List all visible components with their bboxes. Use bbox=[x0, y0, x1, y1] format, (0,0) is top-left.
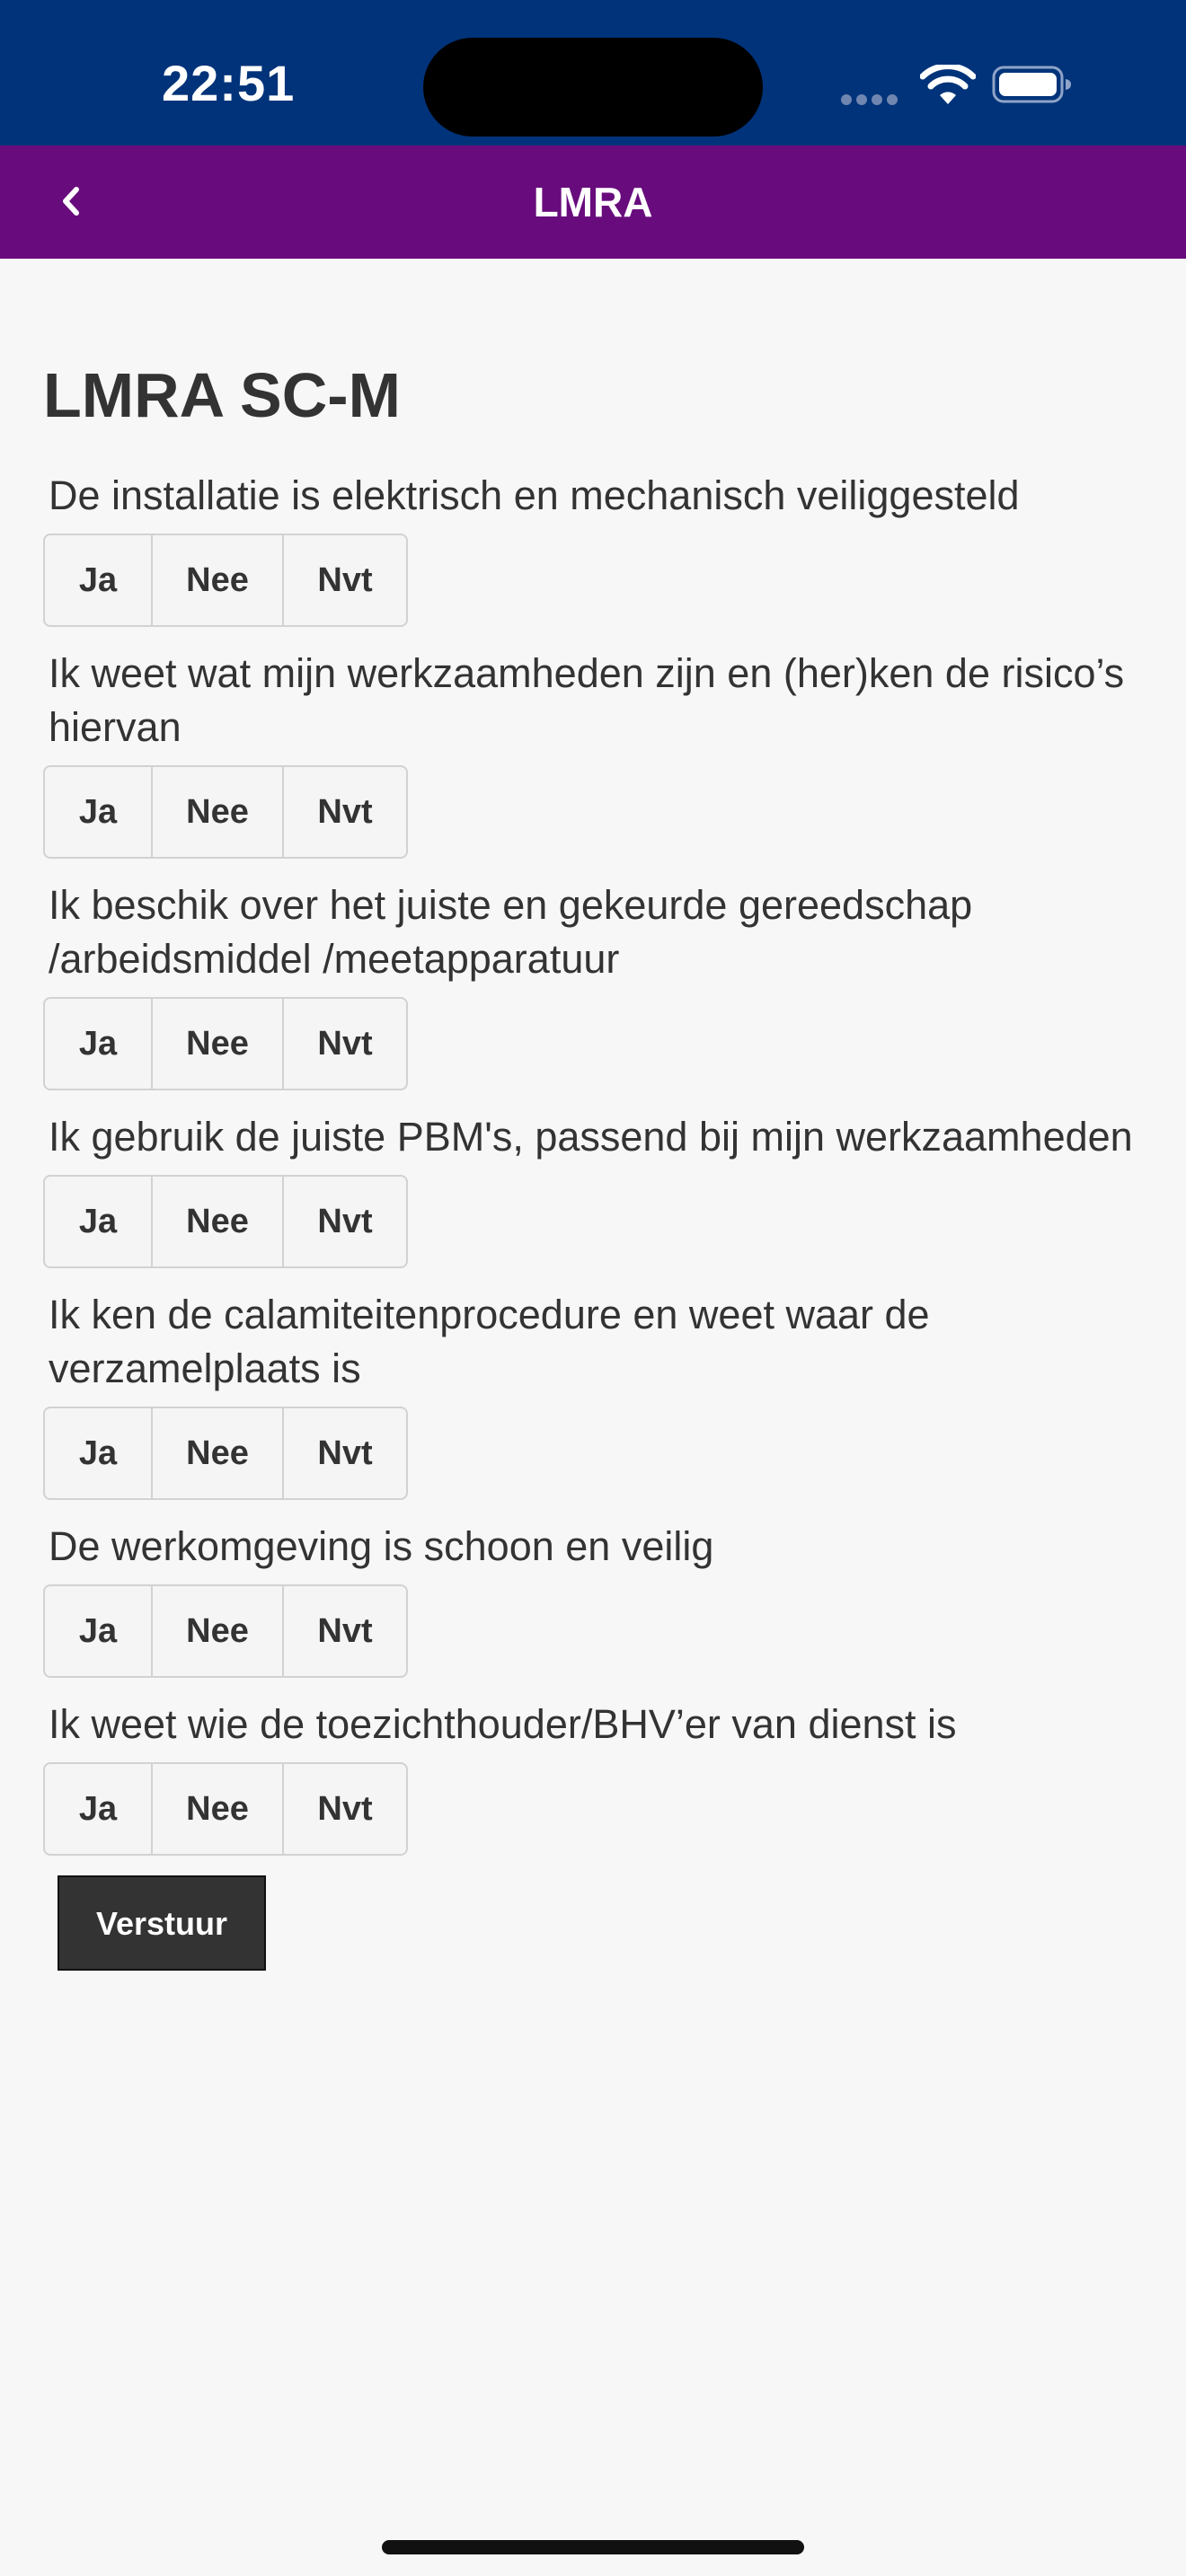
question-text: Ik gebruik de juiste PBM's, passend bij mijn werkzaamheden bbox=[49, 1114, 1133, 1160]
answer-button-group bbox=[43, 1407, 408, 1500]
question-block bbox=[43, 469, 1148, 627]
answer-nee-button[interactable]: Nee bbox=[151, 999, 282, 1089]
answer-ja-button[interactable]: Ja bbox=[78, 1025, 118, 1063]
answer-nee-button[interactable]: Nee bbox=[151, 1586, 282, 1676]
status-bar bbox=[0, 0, 1186, 146]
answer-nee-button[interactable]: Nee bbox=[151, 1177, 282, 1266]
chevron-left-icon bbox=[60, 185, 82, 217]
answer-nvt-button[interactable]: Nvt bbox=[282, 999, 406, 1089]
answer-nee-button[interactable]: Nee bbox=[151, 767, 282, 857]
question-block bbox=[43, 878, 1148, 1090]
question-block bbox=[43, 1110, 1148, 1268]
question-text: De werkomgeving is schoon en veilig bbox=[49, 1523, 714, 1569]
answer-nee-button[interactable]: Nee bbox=[151, 535, 282, 625]
answer-ja-button[interactable]: Ja bbox=[78, 561, 118, 599]
nav-title: LMRA bbox=[533, 179, 653, 225]
question-block bbox=[43, 1288, 1148, 1500]
answer-nvt-button[interactable]: Nvt bbox=[282, 535, 406, 625]
answer-ja-button[interactable]: Ja bbox=[78, 793, 118, 831]
page-title: LMRA SC-M bbox=[43, 360, 401, 430]
lmra-form bbox=[43, 259, 1148, 1971]
submit-button[interactable]: Verstuur bbox=[58, 1875, 266, 1971]
status-time: 22:51 bbox=[162, 55, 296, 111]
answer-ja-button[interactable]: Ja bbox=[78, 1790, 118, 1828]
answer-nvt-button[interactable]: Nvt bbox=[282, 767, 406, 857]
nav-bar bbox=[0, 146, 1186, 259]
answer-nee-button[interactable]: Nee bbox=[151, 1408, 282, 1498]
answer-button-group bbox=[43, 534, 408, 627]
answer-nvt-button[interactable]: Nvt bbox=[282, 1408, 406, 1498]
question-text: Ik beschik over het juiste en gekeurde gereedschap /arbeidsmiddel /meetapparatuur bbox=[49, 882, 973, 982]
answer-nvt-button[interactable]: Nvt bbox=[282, 1764, 406, 1854]
question-text: Ik weet wie de toezichthouder/BHV’er van dienst is bbox=[49, 1701, 957, 1747]
wifi-icon bbox=[920, 65, 976, 106]
question-text: De installatie is elektrisch en mechanisch veiliggesteld bbox=[49, 472, 1020, 518]
answer-nvt-button[interactable]: Nvt bbox=[282, 1177, 406, 1266]
answer-button-group bbox=[43, 1762, 408, 1856]
answer-ja-button[interactable]: Ja bbox=[78, 1612, 118, 1650]
question-text: Ik ken de calamiteitenprocedure en weet waar de verzamelplaats is bbox=[49, 1292, 930, 1391]
answer-button-group bbox=[43, 1584, 408, 1678]
back-button[interactable] bbox=[36, 163, 108, 241]
dynamic-island bbox=[423, 38, 763, 137]
signal-icon bbox=[841, 93, 904, 104]
answer-ja-button[interactable]: Ja bbox=[78, 1203, 118, 1240]
answer-button-group bbox=[43, 997, 408, 1090]
answer-button-group bbox=[43, 765, 408, 859]
question-block bbox=[43, 1520, 1148, 1678]
question-block bbox=[43, 647, 1148, 859]
answer-nee-button[interactable]: Nee bbox=[151, 1764, 282, 1854]
answer-ja-button[interactable]: Ja bbox=[78, 1434, 118, 1472]
home-indicator bbox=[382, 2540, 804, 2554]
answer-button-group bbox=[43, 1175, 408, 1268]
battery-icon bbox=[992, 65, 1073, 104]
question-block bbox=[43, 1698, 1148, 1856]
answer-nvt-button[interactable]: Nvt bbox=[282, 1586, 406, 1676]
question-text: Ik weet wat mijn werkzaamheden zijn en (her)ken de risico’s hiervan bbox=[49, 650, 1125, 750]
